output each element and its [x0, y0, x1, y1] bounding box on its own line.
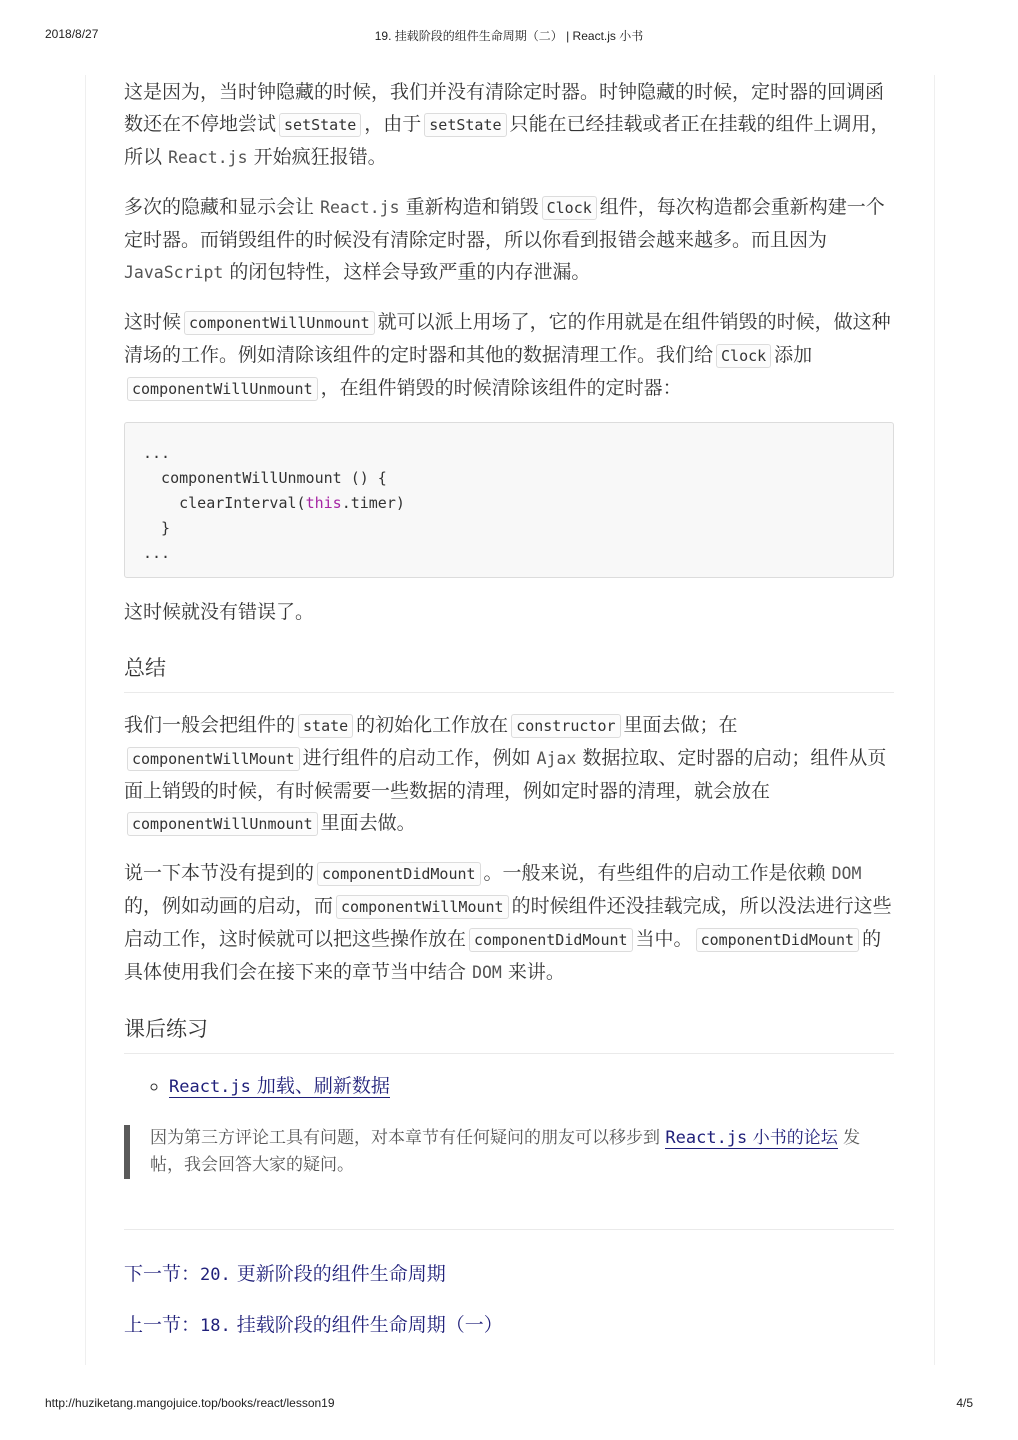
text: 的初始化工作放在	[356, 714, 509, 736]
print-title: 19. 挂载阶段的组件生命周期（二） | React.js 小书	[374, 29, 644, 43]
code-block	[124, 422, 894, 578]
print-header	[0, 27, 1018, 47]
divider	[124, 1229, 894, 1230]
summary-paragraph-2	[124, 857, 894, 989]
paragraph-2	[124, 191, 894, 289]
text: 只能在已经挂载或者正在挂载的组件上调用，所以	[124, 113, 890, 168]
text: 添加	[774, 344, 813, 366]
inline-code-componentwillunmount: componentWillUnmount	[127, 812, 318, 836]
text: ，在组件销毁的时候清除该组件的定时器：	[320, 377, 682, 399]
inline-code-state: state	[298, 714, 353, 738]
text: 因为第三方评论工具有问题，对本章节有任何疑问的朋友可以移步到	[150, 1128, 660, 1148]
text: 里面去做；在	[623, 714, 738, 736]
text: 重新构造和销毁	[405, 196, 539, 218]
code-line: .timer)	[341, 494, 405, 512]
text: 的，例如动画的启动，而	[124, 895, 334, 917]
link-text: 小书的论坛	[747, 1128, 838, 1148]
mono-text: DOM	[831, 864, 862, 883]
print-footer	[0, 1396, 1018, 1416]
text: 当中。	[635, 928, 693, 950]
inline-code-clock: Clock	[542, 196, 597, 220]
text: 。一般来说，有些组件的启动工作是依赖	[483, 862, 826, 884]
text: 发帖，我会回答大家的疑问。	[150, 1128, 861, 1175]
text: 开始疯狂报错。	[253, 146, 387, 168]
section-heading-exercises: 课后练习	[124, 1013, 894, 1054]
text: 就可以派上用场了，它的作用就是在组件销毁的时候，做这种清场的工作。例如清除该组件的定时器和其他的数据清理工作。我们给	[124, 311, 891, 366]
print-url: http://huziketang.mangojuice.top/books/react/lesson19	[45, 1396, 335, 1410]
nav-label: 下一节：	[124, 1263, 201, 1285]
text: 进行组件的启动工作，例如	[302, 747, 531, 769]
paragraph-4: 这时候就没有错误了。	[124, 601, 315, 623]
text: 的具体使用我们会在接下来的章节当中结合	[124, 928, 882, 983]
mono-text: React.js	[320, 198, 400, 217]
link-mono-text: React.js	[169, 1077, 251, 1097]
text: ，由于	[364, 113, 422, 135]
inline-code-componentdidmount: componentDidMount	[317, 862, 481, 886]
nav-number: 20.	[200, 1265, 231, 1285]
inline-code-constructor: constructor	[511, 714, 620, 738]
link-mono-text: React.js	[665, 1128, 748, 1148]
nav-number: 18.	[200, 1316, 231, 1336]
inline-code-setstate: setState	[279, 113, 361, 137]
code-line: ...	[143, 544, 171, 562]
next-lesson-link[interactable]	[124, 1258, 894, 1291]
inline-code-clock: Clock	[716, 344, 771, 368]
inline-code-componentwillunmount: componentWillUnmount	[184, 311, 375, 335]
text: 的时候组件还没挂载完成，所以没法进行这些启动工作，这时候就可以把这些操作放在	[124, 895, 892, 950]
list-item	[169, 1070, 894, 1103]
text: 里面去做。	[320, 812, 416, 834]
nav-title: 更新阶段的组件生命周期	[230, 1263, 446, 1285]
inline-code-setstate: setState	[424, 113, 506, 137]
code-line: ...	[143, 444, 171, 462]
mono-text: DOM	[472, 963, 502, 982]
mono-text: Ajax	[536, 749, 577, 768]
mono-text: React.js	[168, 148, 248, 167]
section-heading-summary: 总结	[124, 652, 894, 693]
code-line: }	[143, 519, 171, 537]
inline-code-componentdidmount: componentDidMount	[696, 928, 860, 952]
text: 说一下本节没有提到的	[124, 862, 315, 884]
code-keyword: this	[305, 494, 342, 512]
text: 多次的隐藏和显示会让	[124, 196, 315, 218]
print-date: 2018/8/27	[45, 27, 99, 41]
nav-label: 上一节：	[124, 1314, 201, 1336]
inline-code-componentwillmount: componentWillMount	[127, 747, 300, 771]
inline-code-componentdidmount: componentDidMount	[469, 928, 633, 952]
text: 的闭包特性，这样会导致严重的内存泄漏。	[229, 261, 591, 283]
exercise-link[interactable]	[169, 1075, 390, 1098]
paragraph-3	[124, 306, 894, 405]
code-line: componentWillUnmount () {	[143, 469, 387, 487]
text: 我们一般会把组件的	[124, 714, 296, 736]
text: 来讲。	[507, 961, 565, 983]
article-content	[124, 76, 894, 1360]
code-line: clearInterval(	[143, 494, 306, 512]
mono-text: JavaScript	[124, 263, 224, 282]
nav-title: 挂载阶段的组件生命周期（一）	[230, 1314, 503, 1336]
summary-paragraph-1	[124, 709, 894, 840]
link-text: 加载、刷新数据	[250, 1075, 390, 1097]
text: 数据拉取、定时器的启动；组件从页面上销毁的时候，有时候需要一些数据的清理，例如定时器的清理，就会放在	[124, 747, 887, 802]
inline-code-componentwillunmount: componentWillUnmount	[127, 377, 318, 401]
inline-code-componentwillmount: componentWillMount	[336, 895, 509, 919]
exercise-list	[124, 1070, 894, 1103]
note-blockquote	[124, 1125, 894, 1179]
text: 组件，每次构造都会重新构建一个定时器。而销毁组件的时候没有清除定时器，所以你看到报错会越来越多。而且因为	[124, 196, 885, 251]
print-page-number: 4/5	[956, 1396, 973, 1410]
paragraph-1	[124, 76, 894, 174]
forum-link[interactable]	[665, 1128, 837, 1149]
text: 这时候	[124, 311, 182, 333]
text: 这是因为，当时钟隐藏的时候，我们并没有清除定时器。时钟隐藏的时候，定时器的回调函数还在不停地尝试	[124, 81, 885, 135]
previous-lesson-link[interactable]	[124, 1309, 894, 1342]
